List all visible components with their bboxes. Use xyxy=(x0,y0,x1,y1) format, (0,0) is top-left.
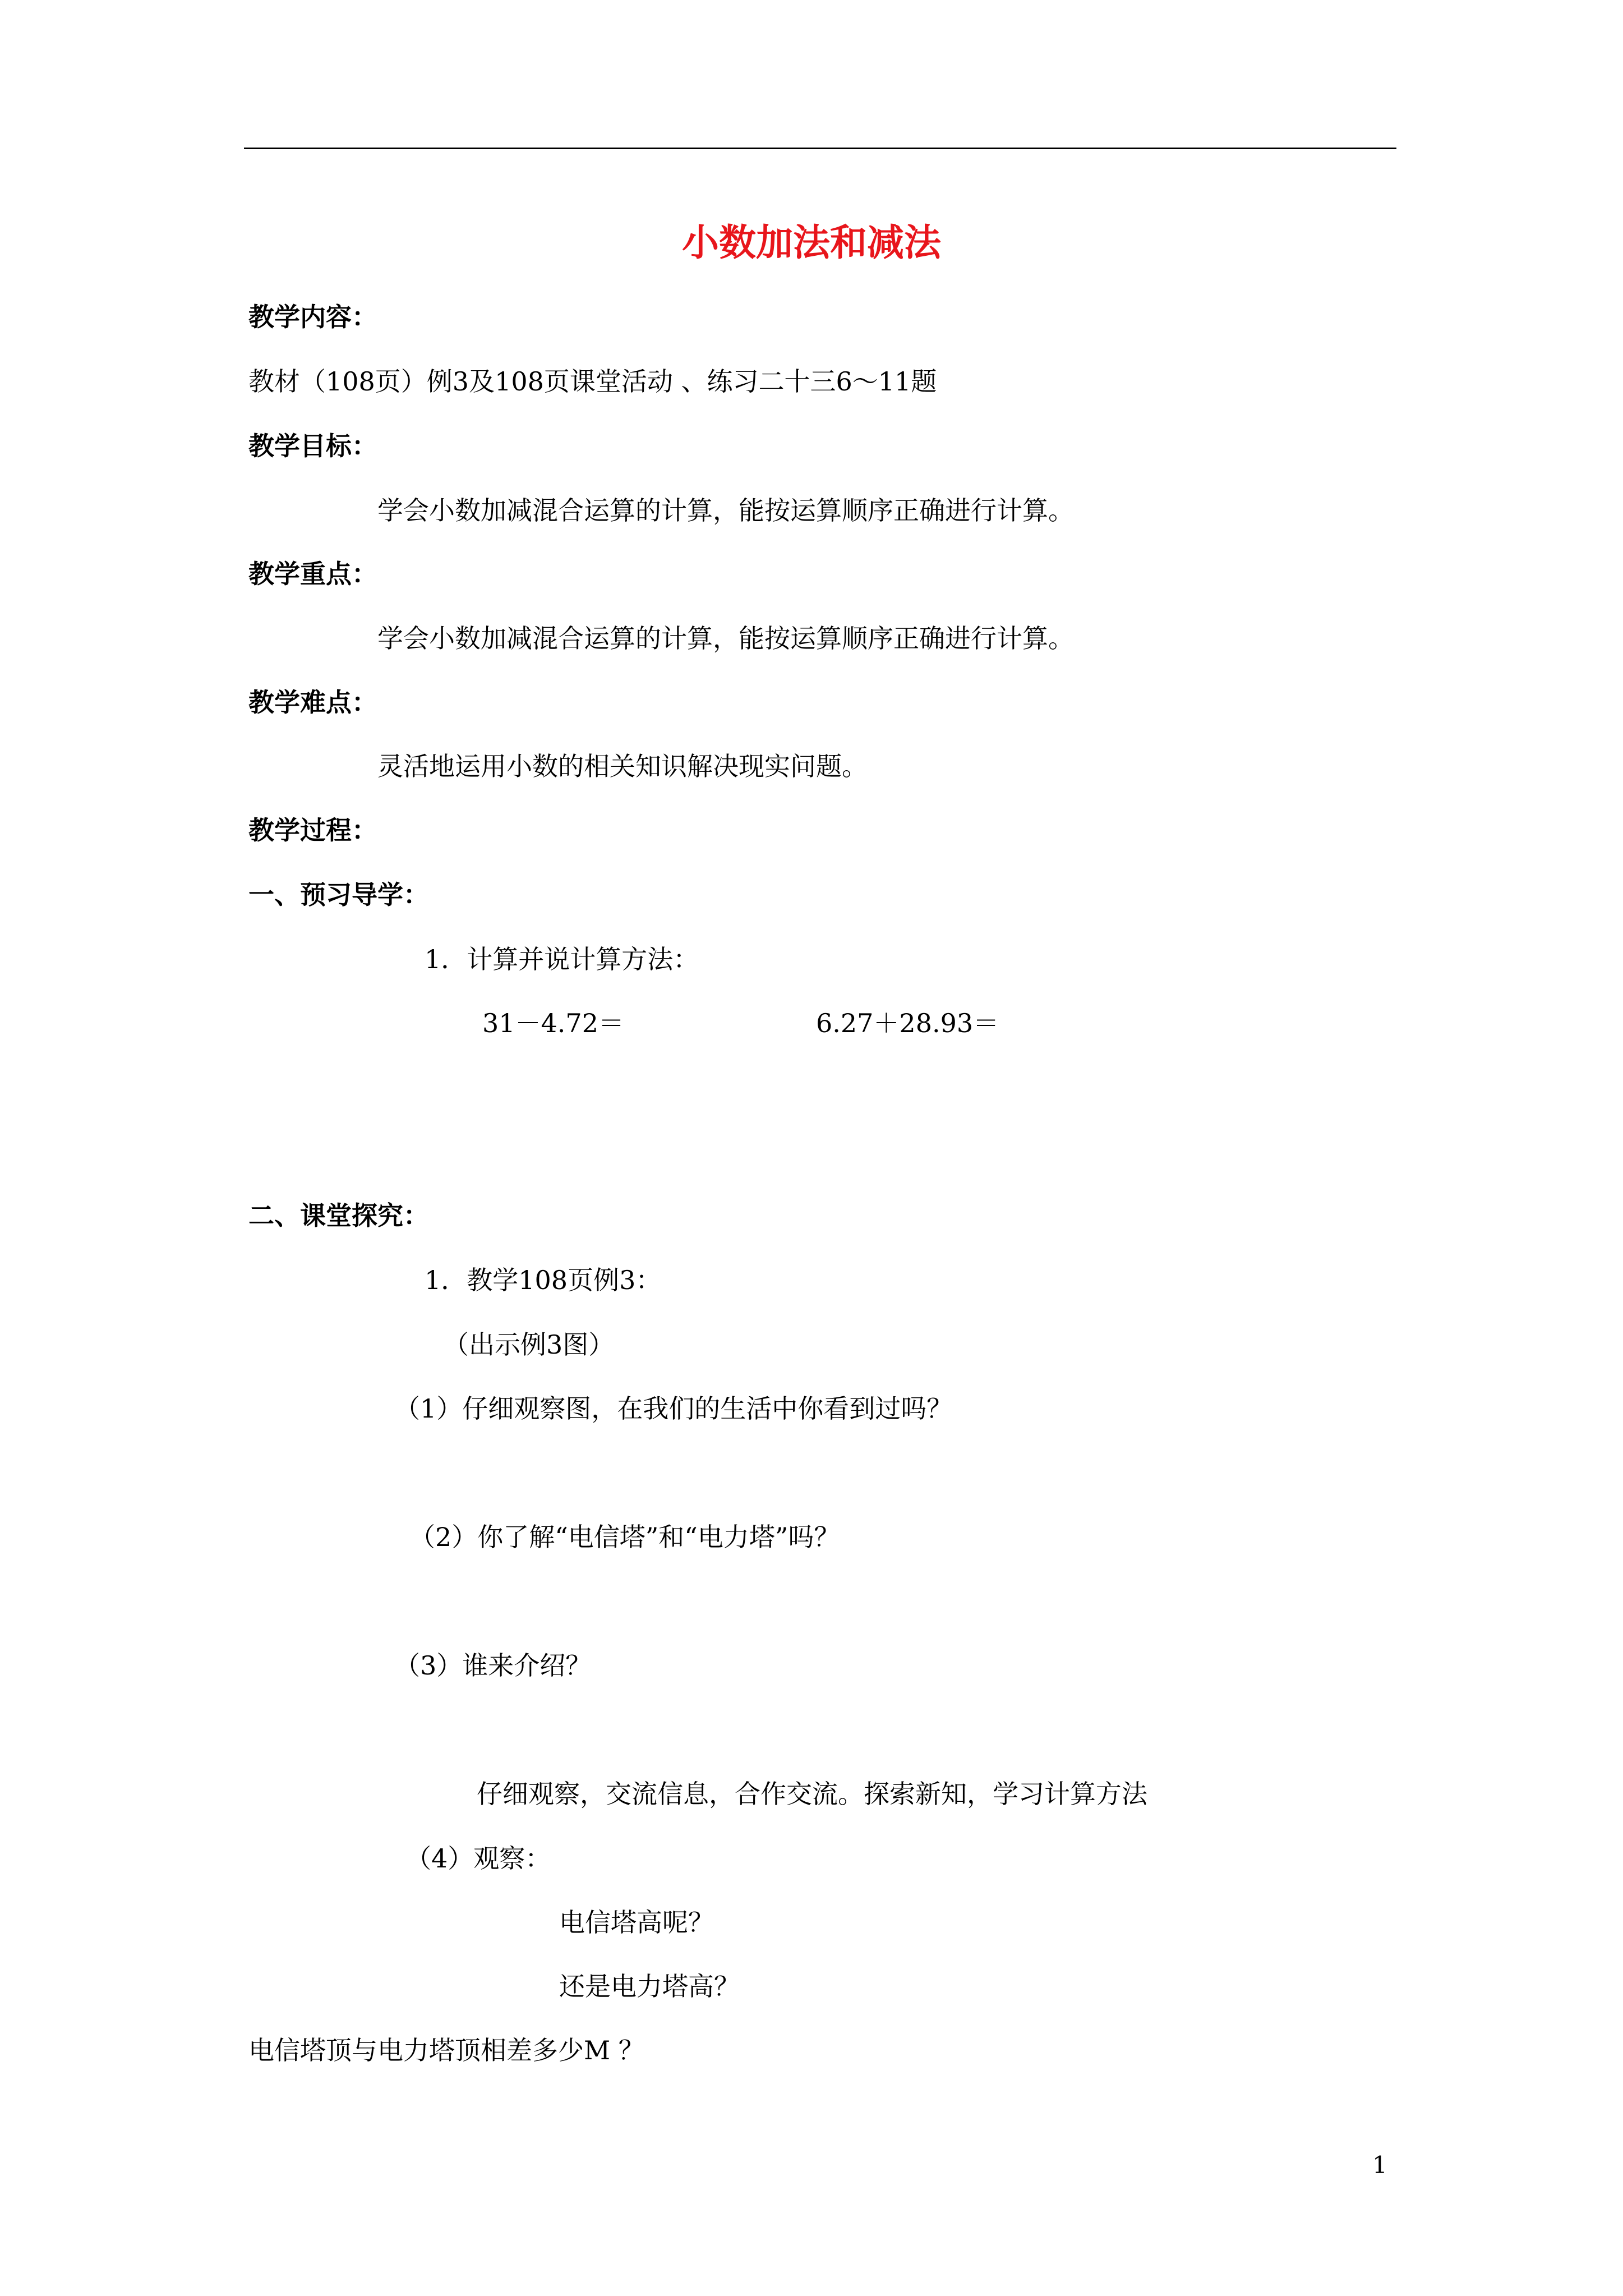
part2-note: 仔细观察，交流信息，合作交流。探索新知，学习计算方法 xyxy=(477,1779,1147,1809)
content-text: 教材（108页）例3及108页课堂活动 、练习二十三6～11题 xyxy=(248,366,937,397)
part2-q4: （4）观察： xyxy=(405,1843,551,1874)
part1-expr-b: 6.27＋28.93＝ xyxy=(816,1008,999,1038)
difficulty-text: 灵活地运用小数的相关知识解决现实问题。 xyxy=(377,751,868,781)
key-heading: 教学重点： xyxy=(248,559,377,589)
part2-q2: （2）你了解“电信塔”和“电力塔”吗？ xyxy=(409,1522,840,1552)
part2-item1: 1．教学108页例3： xyxy=(425,1265,662,1295)
content-heading: 教学内容： xyxy=(248,302,377,332)
key-text: 学会小数加减混合运算的计算，能按运算顺序正确进行计算。 xyxy=(377,623,1074,654)
part1-expr-a: 31－4.72＝ xyxy=(482,1008,624,1038)
document-title: 小数加法和减法 xyxy=(682,220,941,264)
process-heading: 教学过程： xyxy=(248,815,377,845)
difficulty-heading: 教学难点： xyxy=(248,687,377,717)
part2-heading: 二、课堂探究： xyxy=(248,1200,429,1231)
header-rule xyxy=(244,148,1396,149)
part1-heading: 一、预习导学： xyxy=(248,880,429,910)
goal-text: 学会小数加减混合运算的计算，能按运算顺序正确进行计算。 xyxy=(377,495,1074,526)
part2-q1: （1）仔细观察图，在我们的生活中你看到过吗？ xyxy=(394,1393,953,1424)
part2-q4a: 电信塔高呢？ xyxy=(559,1907,714,1938)
part2-show: （出示例3图） xyxy=(443,1329,615,1360)
goal-heading: 教学目标： xyxy=(248,431,377,461)
part2-q4b: 还是电力塔高？ xyxy=(559,1971,740,2001)
part1-item1: 1．计算并说计算方法： xyxy=(425,944,699,974)
page-number: 1 xyxy=(1372,2151,1387,2179)
part2-q3: （3）谁来介绍？ xyxy=(394,1650,592,1681)
part2-q5: 电信塔顶与电力塔顶相差多少M ？ xyxy=(248,2035,644,2065)
